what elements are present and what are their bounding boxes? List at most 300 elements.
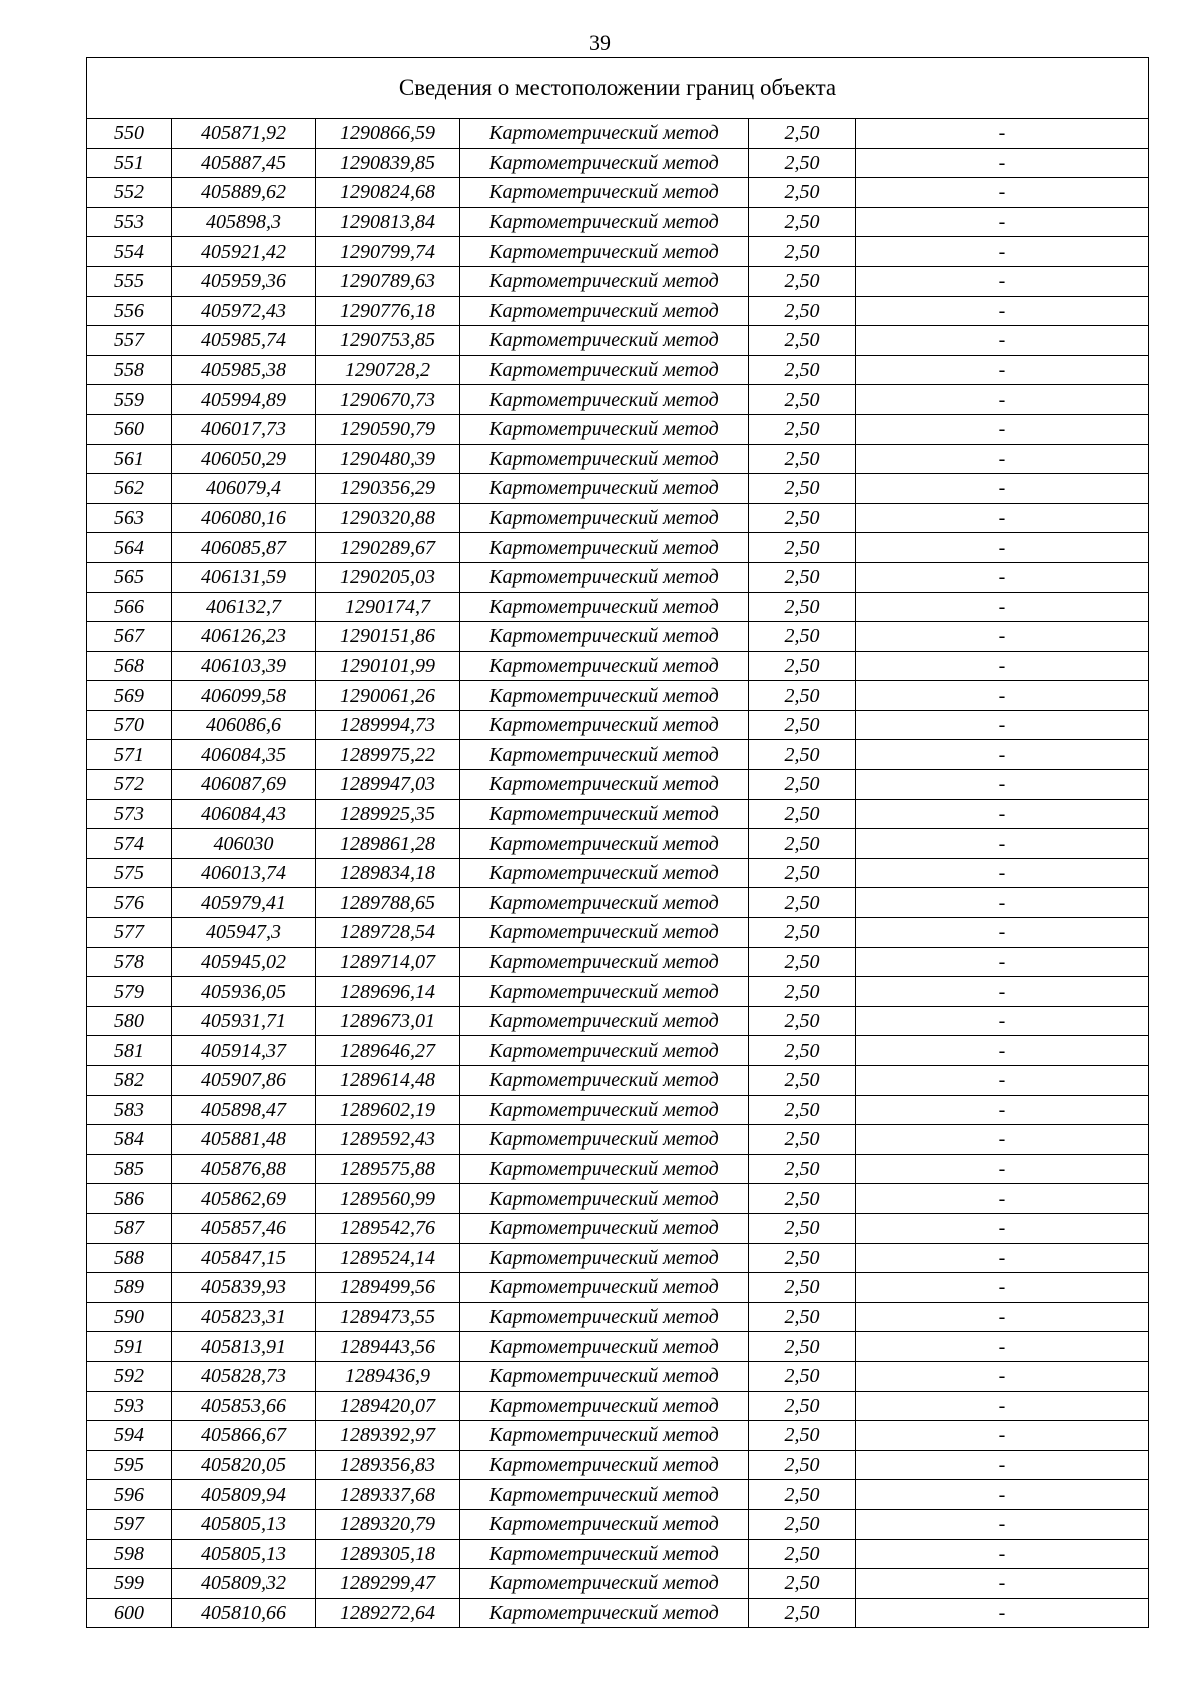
table-row bbox=[87, 1480, 1149, 1510]
accuracy-cell: 2,50 bbox=[749, 799, 856, 829]
table-row bbox=[87, 385, 1149, 415]
accuracy-cell: 2,50 bbox=[749, 829, 856, 859]
x-coordinate-cell: 405805,13 bbox=[172, 1539, 316, 1569]
description-cell: - bbox=[856, 1273, 1149, 1303]
description-cell: - bbox=[856, 947, 1149, 977]
point-number-cell: 558 bbox=[87, 355, 172, 385]
accuracy-cell: 2,50 bbox=[749, 355, 856, 385]
point-number-cell: 554 bbox=[87, 237, 172, 267]
accuracy-cell: 2,50 bbox=[749, 1095, 856, 1125]
x-coordinate-cell: 405936,05 bbox=[172, 977, 316, 1007]
method-cell: Картометрический метод bbox=[460, 296, 749, 326]
method-cell: Картометрический метод bbox=[460, 148, 749, 178]
description-cell: - bbox=[856, 326, 1149, 356]
accuracy-cell: 2,50 bbox=[749, 326, 856, 356]
x-coordinate-cell: 405805,13 bbox=[172, 1509, 316, 1539]
accuracy-cell: 2,50 bbox=[749, 503, 856, 533]
point-number-cell: 585 bbox=[87, 1154, 172, 1184]
table-row bbox=[87, 266, 1149, 296]
point-number-cell: 592 bbox=[87, 1361, 172, 1391]
method-cell: Картометрический метод bbox=[460, 977, 749, 1007]
method-cell: Картометрический метод bbox=[460, 1243, 749, 1273]
method-cell: Картометрический метод bbox=[460, 1480, 749, 1510]
y-coordinate-cell: 1289714,07 bbox=[316, 947, 460, 977]
description-cell: - bbox=[856, 918, 1149, 948]
description-cell: - bbox=[856, 1480, 1149, 1510]
method-cell: Картометрический метод bbox=[460, 622, 749, 652]
accuracy-cell: 2,50 bbox=[749, 266, 856, 296]
point-number-cell: 557 bbox=[87, 326, 172, 356]
point-number-cell: 575 bbox=[87, 858, 172, 888]
method-cell: Картометрический метод bbox=[460, 858, 749, 888]
description-cell: - bbox=[856, 266, 1149, 296]
table-body bbox=[87, 58, 1149, 1628]
y-coordinate-cell: 1289975,22 bbox=[316, 740, 460, 770]
table-row bbox=[87, 1036, 1149, 1066]
x-coordinate-cell: 405972,43 bbox=[172, 296, 316, 326]
accuracy-cell: 2,50 bbox=[749, 119, 856, 149]
description-cell: - bbox=[856, 681, 1149, 711]
method-cell: Картометрический метод bbox=[460, 1213, 749, 1243]
x-coordinate-cell: 405985,38 bbox=[172, 355, 316, 385]
x-coordinate-cell: 405945,02 bbox=[172, 947, 316, 977]
accuracy-cell: 2,50 bbox=[749, 858, 856, 888]
y-coordinate-cell: 1290101,99 bbox=[316, 651, 460, 681]
x-coordinate-cell: 405881,48 bbox=[172, 1125, 316, 1155]
description-cell: - bbox=[856, 1095, 1149, 1125]
y-coordinate-cell: 1290670,73 bbox=[316, 385, 460, 415]
x-coordinate-cell: 405979,41 bbox=[172, 888, 316, 918]
method-cell: Картометрический метод bbox=[460, 1569, 749, 1599]
method-cell: Картометрический метод bbox=[460, 326, 749, 356]
x-coordinate-cell: 405810,66 bbox=[172, 1598, 316, 1628]
x-coordinate-cell: 405828,73 bbox=[172, 1361, 316, 1391]
description-cell: - bbox=[856, 1421, 1149, 1451]
y-coordinate-cell: 1289602,19 bbox=[316, 1095, 460, 1125]
table-title-row bbox=[87, 58, 1149, 119]
accuracy-cell: 2,50 bbox=[749, 385, 856, 415]
table-row bbox=[87, 444, 1149, 474]
y-coordinate-cell: 1289696,14 bbox=[316, 977, 460, 1007]
table-row bbox=[87, 829, 1149, 859]
point-number-cell: 600 bbox=[87, 1598, 172, 1628]
table-row bbox=[87, 1509, 1149, 1539]
description-cell: - bbox=[856, 1569, 1149, 1599]
accuracy-cell: 2,50 bbox=[749, 1154, 856, 1184]
y-coordinate-cell: 1290289,67 bbox=[316, 533, 460, 563]
table-row bbox=[87, 1243, 1149, 1273]
x-coordinate-cell: 406084,35 bbox=[172, 740, 316, 770]
y-coordinate-cell: 1289592,43 bbox=[316, 1125, 460, 1155]
point-number-cell: 562 bbox=[87, 474, 172, 504]
point-number-cell: 551 bbox=[87, 148, 172, 178]
method-cell: Картометрический метод bbox=[460, 1361, 749, 1391]
y-coordinate-cell: 1290728,2 bbox=[316, 355, 460, 385]
y-coordinate-cell: 1289861,28 bbox=[316, 829, 460, 859]
description-cell: - bbox=[856, 1509, 1149, 1539]
method-cell: Картометрический метод bbox=[460, 503, 749, 533]
method-cell: Картометрический метод bbox=[460, 710, 749, 740]
table-row bbox=[87, 1391, 1149, 1421]
table-row bbox=[87, 474, 1149, 504]
description-cell: - bbox=[856, 444, 1149, 474]
y-coordinate-cell: 1289337,68 bbox=[316, 1480, 460, 1510]
description-cell: - bbox=[856, 1125, 1149, 1155]
table-row bbox=[87, 296, 1149, 326]
table-row bbox=[87, 1273, 1149, 1303]
method-cell: Картометрический метод bbox=[460, 1095, 749, 1125]
y-coordinate-cell: 1290205,03 bbox=[316, 562, 460, 592]
description-cell: - bbox=[856, 503, 1149, 533]
x-coordinate-cell: 405947,3 bbox=[172, 918, 316, 948]
table-row bbox=[87, 533, 1149, 563]
method-cell: Картометрический метод bbox=[460, 947, 749, 977]
accuracy-cell: 2,50 bbox=[749, 1332, 856, 1362]
table-row bbox=[87, 740, 1149, 770]
y-coordinate-cell: 1289575,88 bbox=[316, 1154, 460, 1184]
point-number-cell: 552 bbox=[87, 178, 172, 208]
description-cell: - bbox=[856, 740, 1149, 770]
description-cell: - bbox=[856, 651, 1149, 681]
point-number-cell: 565 bbox=[87, 562, 172, 592]
point-number-cell: 569 bbox=[87, 681, 172, 711]
accuracy-cell: 2,50 bbox=[749, 918, 856, 948]
table-row bbox=[87, 977, 1149, 1007]
table-row bbox=[87, 1184, 1149, 1214]
description-cell: - bbox=[856, 562, 1149, 592]
x-coordinate-cell: 406086,6 bbox=[172, 710, 316, 740]
accuracy-cell: 2,50 bbox=[749, 947, 856, 977]
table-row bbox=[87, 710, 1149, 740]
x-coordinate-cell: 405871,92 bbox=[172, 119, 316, 149]
description-cell: - bbox=[856, 1066, 1149, 1096]
method-cell: Картометрический метод bbox=[460, 918, 749, 948]
x-coordinate-cell: 405907,86 bbox=[172, 1066, 316, 1096]
y-coordinate-cell: 1289320,79 bbox=[316, 1509, 460, 1539]
method-cell: Картометрический метод bbox=[460, 1391, 749, 1421]
y-coordinate-cell: 1290824,68 bbox=[316, 178, 460, 208]
description-cell: - bbox=[856, 770, 1149, 800]
point-number-cell: 568 bbox=[87, 651, 172, 681]
table-row bbox=[87, 1569, 1149, 1599]
method-cell: Картометрический метод bbox=[460, 740, 749, 770]
y-coordinate-cell: 1290061,26 bbox=[316, 681, 460, 711]
description-cell: - bbox=[856, 799, 1149, 829]
x-coordinate-cell: 405985,74 bbox=[172, 326, 316, 356]
point-number-cell: 597 bbox=[87, 1509, 172, 1539]
table-row bbox=[87, 1421, 1149, 1451]
description-cell: - bbox=[856, 977, 1149, 1007]
description-cell: - bbox=[856, 1006, 1149, 1036]
y-coordinate-cell: 1290590,79 bbox=[316, 414, 460, 444]
point-number-cell: 599 bbox=[87, 1569, 172, 1599]
table-row bbox=[87, 1302, 1149, 1332]
y-coordinate-cell: 1290753,85 bbox=[316, 326, 460, 356]
point-number-cell: 560 bbox=[87, 414, 172, 444]
x-coordinate-cell: 405866,67 bbox=[172, 1421, 316, 1451]
method-cell: Картометрический метод bbox=[460, 119, 749, 149]
x-coordinate-cell: 405898,3 bbox=[172, 207, 316, 237]
table-row bbox=[87, 1539, 1149, 1569]
description-cell: - bbox=[856, 237, 1149, 267]
y-coordinate-cell: 1290866,59 bbox=[316, 119, 460, 149]
y-coordinate-cell: 1289299,47 bbox=[316, 1569, 460, 1599]
description-cell: - bbox=[856, 1036, 1149, 1066]
point-number-cell: 581 bbox=[87, 1036, 172, 1066]
point-number-cell: 571 bbox=[87, 740, 172, 770]
table-row bbox=[87, 681, 1149, 711]
point-number-cell: 595 bbox=[87, 1450, 172, 1480]
method-cell: Картометрический метод bbox=[460, 1273, 749, 1303]
x-coordinate-cell: 406017,73 bbox=[172, 414, 316, 444]
y-coordinate-cell: 1289925,35 bbox=[316, 799, 460, 829]
accuracy-cell: 2,50 bbox=[749, 1509, 856, 1539]
method-cell: Картометрический метод bbox=[460, 474, 749, 504]
y-coordinate-cell: 1290356,29 bbox=[316, 474, 460, 504]
y-coordinate-cell: 1290813,84 bbox=[316, 207, 460, 237]
accuracy-cell: 2,50 bbox=[749, 710, 856, 740]
accuracy-cell: 2,50 bbox=[749, 1184, 856, 1214]
point-number-cell: 579 bbox=[87, 977, 172, 1007]
description-cell: - bbox=[856, 385, 1149, 415]
y-coordinate-cell: 1289646,27 bbox=[316, 1036, 460, 1066]
table-row bbox=[87, 503, 1149, 533]
x-coordinate-cell: 405853,66 bbox=[172, 1391, 316, 1421]
method-cell: Картометрический метод bbox=[460, 829, 749, 859]
method-cell: Картометрический метод bbox=[460, 770, 749, 800]
x-coordinate-cell: 406087,69 bbox=[172, 770, 316, 800]
point-number-cell: 582 bbox=[87, 1066, 172, 1096]
method-cell: Картометрический метод bbox=[460, 533, 749, 563]
accuracy-cell: 2,50 bbox=[749, 592, 856, 622]
point-number-cell: 598 bbox=[87, 1539, 172, 1569]
accuracy-cell: 2,50 bbox=[749, 562, 856, 592]
point-number-cell: 587 bbox=[87, 1213, 172, 1243]
point-number-cell: 580 bbox=[87, 1006, 172, 1036]
description-cell: - bbox=[856, 1243, 1149, 1273]
accuracy-cell: 2,50 bbox=[749, 770, 856, 800]
point-number-cell: 590 bbox=[87, 1302, 172, 1332]
y-coordinate-cell: 1289947,03 bbox=[316, 770, 460, 800]
table-row bbox=[87, 414, 1149, 444]
point-number-cell: 555 bbox=[87, 266, 172, 296]
point-number-cell: 574 bbox=[87, 829, 172, 859]
point-number-cell: 577 bbox=[87, 918, 172, 948]
point-number-cell: 588 bbox=[87, 1243, 172, 1273]
x-coordinate-cell: 405839,93 bbox=[172, 1273, 316, 1303]
x-coordinate-cell: 406013,74 bbox=[172, 858, 316, 888]
method-cell: Картометрический метод bbox=[460, 1154, 749, 1184]
accuracy-cell: 2,50 bbox=[749, 622, 856, 652]
method-cell: Картометрический метод bbox=[460, 355, 749, 385]
description-cell: - bbox=[856, 858, 1149, 888]
x-coordinate-cell: 406050,29 bbox=[172, 444, 316, 474]
table-row bbox=[87, 888, 1149, 918]
point-number-cell: 578 bbox=[87, 947, 172, 977]
description-cell: - bbox=[856, 1598, 1149, 1628]
table-row bbox=[87, 1125, 1149, 1155]
table-row bbox=[87, 918, 1149, 948]
table-row bbox=[87, 119, 1149, 149]
y-coordinate-cell: 1289420,07 bbox=[316, 1391, 460, 1421]
description-cell: - bbox=[856, 829, 1149, 859]
point-number-cell: 586 bbox=[87, 1184, 172, 1214]
point-number-cell: 563 bbox=[87, 503, 172, 533]
table-row bbox=[87, 237, 1149, 267]
point-number-cell: 594 bbox=[87, 1421, 172, 1451]
y-coordinate-cell: 1289356,83 bbox=[316, 1450, 460, 1480]
accuracy-cell: 2,50 bbox=[749, 1480, 856, 1510]
x-coordinate-cell: 406030 bbox=[172, 829, 316, 859]
method-cell: Картометрический метод bbox=[460, 799, 749, 829]
y-coordinate-cell: 1289788,65 bbox=[316, 888, 460, 918]
table-row bbox=[87, 1361, 1149, 1391]
x-coordinate-cell: 405959,36 bbox=[172, 266, 316, 296]
method-cell: Картометрический метод bbox=[460, 207, 749, 237]
y-coordinate-cell: 1289436,9 bbox=[316, 1361, 460, 1391]
table-title: Сведения о местоположении границ объекта bbox=[87, 58, 1149, 119]
description-cell: - bbox=[856, 1213, 1149, 1243]
accuracy-cell: 2,50 bbox=[749, 1450, 856, 1480]
point-number-cell: 553 bbox=[87, 207, 172, 237]
x-coordinate-cell: 405914,37 bbox=[172, 1036, 316, 1066]
x-coordinate-cell: 406080,16 bbox=[172, 503, 316, 533]
accuracy-cell: 2,50 bbox=[749, 1391, 856, 1421]
y-coordinate-cell: 1289673,01 bbox=[316, 1006, 460, 1036]
method-cell: Картометрический метод bbox=[460, 1509, 749, 1539]
description-cell: - bbox=[856, 474, 1149, 504]
table-row bbox=[87, 207, 1149, 237]
description-cell: - bbox=[856, 1302, 1149, 1332]
method-cell: Картометрический метод bbox=[460, 1066, 749, 1096]
y-coordinate-cell: 1290789,63 bbox=[316, 266, 460, 296]
method-cell: Картометрический метод bbox=[460, 237, 749, 267]
accuracy-cell: 2,50 bbox=[749, 207, 856, 237]
method-cell: Картометрический метод bbox=[460, 888, 749, 918]
description-cell: - bbox=[856, 1539, 1149, 1569]
accuracy-cell: 2,50 bbox=[749, 237, 856, 267]
x-coordinate-cell: 405887,45 bbox=[172, 148, 316, 178]
x-coordinate-cell: 406079,4 bbox=[172, 474, 316, 504]
point-number-cell: 589 bbox=[87, 1273, 172, 1303]
table-row bbox=[87, 858, 1149, 888]
accuracy-cell: 2,50 bbox=[749, 1598, 856, 1628]
x-coordinate-cell: 405847,15 bbox=[172, 1243, 316, 1273]
x-coordinate-cell: 406084,43 bbox=[172, 799, 316, 829]
x-coordinate-cell: 405889,62 bbox=[172, 178, 316, 208]
table-row bbox=[87, 1213, 1149, 1243]
point-number-cell: 567 bbox=[87, 622, 172, 652]
table-row bbox=[87, 1006, 1149, 1036]
table-row bbox=[87, 326, 1149, 356]
point-number-cell: 596 bbox=[87, 1480, 172, 1510]
table-row bbox=[87, 355, 1149, 385]
method-cell: Картометрический метод bbox=[460, 681, 749, 711]
y-coordinate-cell: 1289499,56 bbox=[316, 1273, 460, 1303]
point-number-cell: 593 bbox=[87, 1391, 172, 1421]
accuracy-cell: 2,50 bbox=[749, 681, 856, 711]
point-number-cell: 564 bbox=[87, 533, 172, 563]
point-number-cell: 576 bbox=[87, 888, 172, 918]
table-row bbox=[87, 1095, 1149, 1125]
accuracy-cell: 2,50 bbox=[749, 414, 856, 444]
method-cell: Картометрический метод bbox=[460, 1125, 749, 1155]
y-coordinate-cell: 1289272,64 bbox=[316, 1598, 460, 1628]
y-coordinate-cell: 1290480,39 bbox=[316, 444, 460, 474]
accuracy-cell: 2,50 bbox=[749, 148, 856, 178]
accuracy-cell: 2,50 bbox=[749, 651, 856, 681]
description-cell: - bbox=[856, 355, 1149, 385]
page-number: 39 bbox=[589, 30, 611, 55]
description-cell: - bbox=[856, 1450, 1149, 1480]
x-coordinate-cell: 405857,46 bbox=[172, 1213, 316, 1243]
x-coordinate-cell: 405862,69 bbox=[172, 1184, 316, 1214]
x-coordinate-cell: 405820,05 bbox=[172, 1450, 316, 1480]
point-number-cell: 559 bbox=[87, 385, 172, 415]
x-coordinate-cell: 405931,71 bbox=[172, 1006, 316, 1036]
accuracy-cell: 2,50 bbox=[749, 533, 856, 563]
table-row bbox=[87, 562, 1149, 592]
accuracy-cell: 2,50 bbox=[749, 1066, 856, 1096]
x-coordinate-cell: 405876,88 bbox=[172, 1154, 316, 1184]
x-coordinate-cell: 406132,7 bbox=[172, 592, 316, 622]
table-row bbox=[87, 947, 1149, 977]
table-row bbox=[87, 770, 1149, 800]
x-coordinate-cell: 405809,94 bbox=[172, 1480, 316, 1510]
method-cell: Картометрический метод bbox=[460, 1421, 749, 1451]
method-cell: Картометрический метод bbox=[460, 385, 749, 415]
accuracy-cell: 2,50 bbox=[749, 474, 856, 504]
method-cell: Картометрический метод bbox=[460, 1184, 749, 1214]
method-cell: Картометрический метод bbox=[460, 592, 749, 622]
description-cell: - bbox=[856, 1332, 1149, 1362]
accuracy-cell: 2,50 bbox=[749, 1273, 856, 1303]
point-number-cell: 584 bbox=[87, 1125, 172, 1155]
y-coordinate-cell: 1289473,55 bbox=[316, 1302, 460, 1332]
method-cell: Картометрический метод bbox=[460, 651, 749, 681]
table-row bbox=[87, 178, 1149, 208]
accuracy-cell: 2,50 bbox=[749, 1036, 856, 1066]
accuracy-cell: 2,50 bbox=[749, 1213, 856, 1243]
method-cell: Картометрический метод bbox=[460, 1539, 749, 1569]
x-coordinate-cell: 406131,59 bbox=[172, 562, 316, 592]
point-number-cell: 572 bbox=[87, 770, 172, 800]
description-cell: - bbox=[856, 178, 1149, 208]
description-cell: - bbox=[856, 1361, 1149, 1391]
y-coordinate-cell: 1290174,7 bbox=[316, 592, 460, 622]
y-coordinate-cell: 1289994,73 bbox=[316, 710, 460, 740]
accuracy-cell: 2,50 bbox=[749, 1243, 856, 1273]
point-number-cell: 566 bbox=[87, 592, 172, 622]
table-row bbox=[87, 1154, 1149, 1184]
y-coordinate-cell: 1289392,97 bbox=[316, 1421, 460, 1451]
x-coordinate-cell: 406126,23 bbox=[172, 622, 316, 652]
x-coordinate-cell: 405813,91 bbox=[172, 1332, 316, 1362]
method-cell: Картометрический метод bbox=[460, 1006, 749, 1036]
accuracy-cell: 2,50 bbox=[749, 977, 856, 1007]
method-cell: Картометрический метод bbox=[460, 562, 749, 592]
method-cell: Картометрический метод bbox=[460, 266, 749, 296]
table-row bbox=[87, 148, 1149, 178]
y-coordinate-cell: 1289524,14 bbox=[316, 1243, 460, 1273]
description-cell: - bbox=[856, 1184, 1149, 1214]
description-cell: - bbox=[856, 592, 1149, 622]
description-cell: - bbox=[856, 414, 1149, 444]
description-cell: - bbox=[856, 296, 1149, 326]
boundary-coordinates-table bbox=[86, 57, 1149, 1628]
y-coordinate-cell: 1290776,18 bbox=[316, 296, 460, 326]
accuracy-cell: 2,50 bbox=[749, 1569, 856, 1599]
